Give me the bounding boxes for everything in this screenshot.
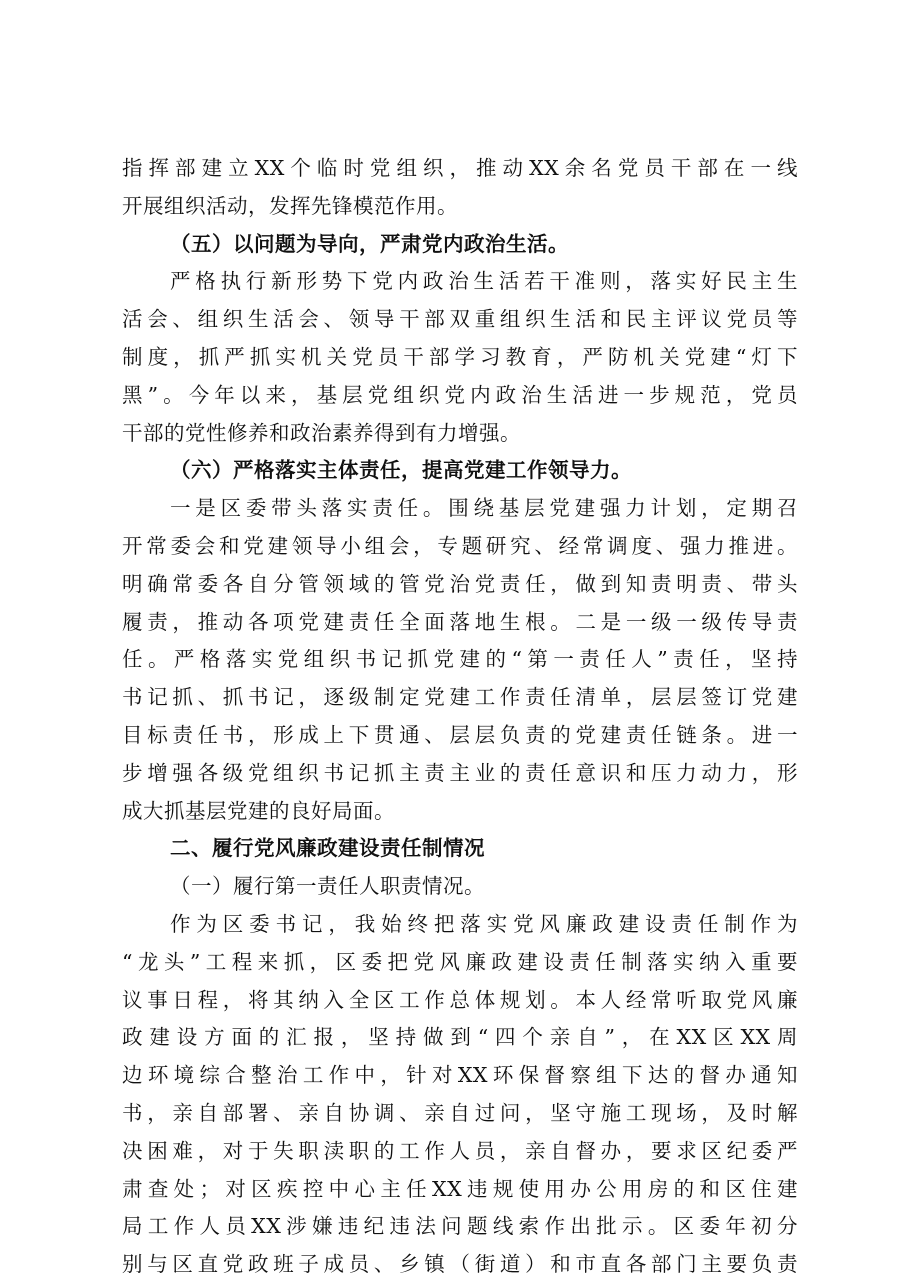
paragraph-line: “龙头”工程来抓，区委把党风廉政建设责任制落实纳入重要 [122, 949, 798, 974]
paragraph-line: 局工作人员XX涉嫌违纪违法问题线索作出批示。区委年初分 [122, 1214, 798, 1239]
paragraph-line: 决困难，对于失职渎职的工作人员，亲自督办，要求区纪委严 [122, 1138, 798, 1163]
paragraph-last-line: 开展组织活动，发挥先锋模范作用。 [122, 193, 458, 218]
paragraph-first-line: 作为区委书记，我始终把落实党风廉政建设责任制作为 [170, 911, 798, 936]
subsection-heading: （一）履行第一责任人职责情况。 [170, 874, 485, 899]
paragraph-first-line: 一是区委带头落实责任。围绕基层党建强力计划，定期召 [170, 496, 798, 521]
paragraph-line: 议事日程，将其纳入全区工作总体规划。本人经常听取党风廉 [122, 987, 798, 1012]
paragraph-line: 黑”。今年以来，基层党组织党内政治生活进一步规范，党员 [122, 382, 798, 407]
paragraph-line: 目标责任书，形成上下贯通、层层负责的党建责任链条。进一 [122, 722, 798, 747]
section-heading: （五）以问题为导向，严肃党内政治生活。 [170, 231, 569, 256]
paragraph-line: 明确常委各自分管领域的管党治党责任，做到知责明责、带头 [122, 571, 798, 596]
paragraph-last-line: 干部的党性修养和政治素养得到有力增强。 [122, 420, 521, 445]
paragraph-line: 书，亲自部署、亲自协调、亲自过问，坚守施工现场，及时解 [122, 1100, 798, 1125]
paragraph-line: 指挥部建立XX个临时党组织，推动XX余名党员干部在一线 [122, 156, 798, 180]
paragraph-line: 步增强各级党组织书记抓主责主业的责任意识和压力动力，形 [122, 760, 798, 785]
document-page [122, 150, 798, 1284]
paragraph-line: 制度，抓严抓实机关党员干部学习教育，严防机关党建“灯下 [122, 344, 798, 369]
paragraph-first-line: 严格执行新形势下党内政治生活若干准则，落实好民主生 [170, 269, 798, 294]
paragraph-line: 别与区直党政班子成员、乡镇（街道）和市直各部门主要负责 [122, 1252, 798, 1277]
paragraph-line: 肃查处；对区疾控中心主任XX违规使用办公用房的和区住建 [122, 1176, 798, 1201]
paragraph-line: 开常委会和党建领导小组会，专题研究、经常调度、强力推进。 [122, 533, 798, 558]
paragraph-line: 政建设方面的汇报，坚持做到“四个亲自”，在XX区XX周 [122, 1025, 798, 1050]
paragraph-line: 任。严格落实党组织书记抓党建的“第一责任人”责任，坚持 [122, 647, 798, 672]
paragraph-last-line: 成大抓基层党建的良好局面。 [122, 798, 395, 823]
paragraph-line: 边环境综合整治工作中，针对XX环保督察组下达的督办通知 [122, 1063, 798, 1088]
paragraph-line: 活会、组织生活会、领导干部双重组织生活和民主评议党员等 [122, 307, 798, 332]
section-heading: （六）严格落实主体责任，提高党建工作领导力。 [170, 458, 632, 483]
paragraph-line: 履责，推动各项党建责任全面落地生根。二是一级一级传导责 [122, 609, 798, 634]
chapter-heading: 二、履行党风廉政建设责任制情况 [170, 836, 485, 861]
paragraph-line: 书记抓、抓书记，逐级制定党建工作责任清单，层层签订党建 [122, 685, 798, 710]
